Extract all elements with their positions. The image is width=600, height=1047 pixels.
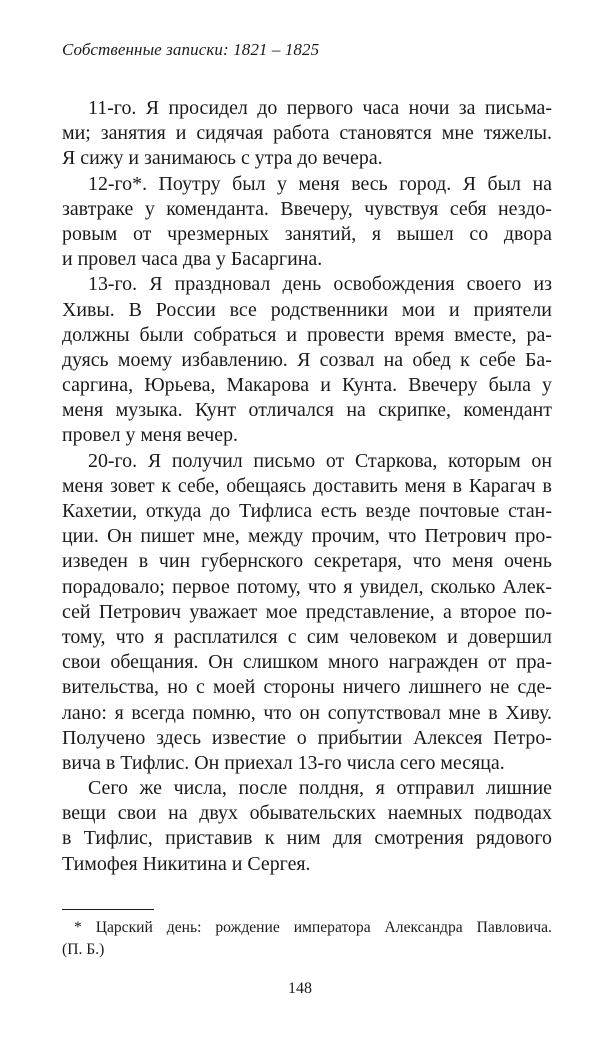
- word: довершил: [467, 625, 552, 648]
- word: увидел,: [359, 575, 424, 598]
- word: вещи: [62, 802, 107, 825]
- main-text: [62, 96, 552, 877]
- word: Юрьева,: [144, 374, 216, 397]
- word: до: [257, 97, 278, 119]
- word: моей: [213, 676, 256, 699]
- word: собраться: [193, 323, 277, 346]
- word: Получено: [62, 726, 146, 749]
- word: пра-: [515, 651, 552, 674]
- paragraph: [62, 172, 552, 273]
- word: Ба-: [525, 348, 552, 371]
- word: 13-го.: [88, 273, 138, 296]
- word: ции.: [62, 525, 99, 548]
- word: смотрения: [374, 827, 464, 850]
- word: мне: [441, 122, 474, 145]
- word: занятий,: [284, 222, 357, 245]
- word: праздновал: [174, 273, 271, 296]
- word: двух: [199, 802, 238, 825]
- word: я: [114, 701, 124, 724]
- word: не: [489, 676, 510, 699]
- word: что: [387, 525, 417, 548]
- word: родственники: [270, 298, 388, 321]
- word: на: [168, 802, 188, 825]
- word: Ввечеру: [408, 374, 478, 397]
- footnote-word: (П. Б.): [62, 941, 105, 958]
- text-line: [62, 146, 552, 171]
- word: вича в Тифлис. Он приехал 13-го числа сего месяца.: [62, 751, 505, 774]
- word: Я: [149, 273, 163, 296]
- word: двора: [503, 222, 552, 245]
- text-line: [62, 826, 552, 851]
- word: получил: [171, 449, 243, 472]
- word: и: [175, 122, 187, 145]
- word: но: [167, 676, 188, 699]
- word: известие: [211, 726, 286, 749]
- word: Кунт: [195, 399, 237, 422]
- word: сколько: [430, 575, 496, 598]
- word: и: [448, 298, 460, 321]
- text-line: [62, 121, 552, 146]
- word: награжден: [388, 651, 479, 674]
- word: и: [447, 625, 458, 648]
- word: после: [238, 777, 288, 800]
- word: Тимофея Никитина и Сергея.: [62, 852, 311, 875]
- word: стороны: [263, 676, 335, 699]
- word: Поутру: [158, 172, 221, 195]
- word: Кунта.: [341, 374, 398, 397]
- word: к: [460, 348, 470, 371]
- word: сде-: [517, 676, 552, 699]
- footnote-rule: [62, 909, 154, 910]
- word: работа: [273, 122, 330, 145]
- word: очень: [503, 550, 552, 573]
- footnote-word: день:: [166, 919, 202, 936]
- word: в: [488, 701, 498, 724]
- word: Я: [145, 97, 160, 119]
- word: Он: [208, 651, 234, 674]
- word: отличался: [248, 399, 334, 422]
- word: уважает: [189, 600, 258, 623]
- word: о: [296, 726, 307, 749]
- word: мое: [265, 600, 298, 623]
- word: ночи: [408, 97, 450, 119]
- word: меня: [62, 399, 104, 422]
- word: мне: [448, 701, 481, 724]
- word: от: [487, 651, 507, 674]
- text-line: [62, 852, 552, 877]
- word: Тифлис,: [83, 827, 153, 850]
- word: город.: [399, 172, 452, 195]
- word: Петрович: [424, 525, 507, 548]
- word: приставив: [165, 827, 253, 850]
- word: 12-го*.: [88, 172, 148, 195]
- text-line: [62, 675, 552, 700]
- word: прочим,: [311, 525, 380, 548]
- word: что: [307, 575, 337, 598]
- word: я: [371, 222, 382, 245]
- word: Кахетии,: [62, 500, 138, 522]
- text-line: [62, 726, 552, 751]
- text-line: [62, 323, 552, 348]
- text-line: [62, 348, 552, 373]
- word: лано:: [62, 701, 107, 724]
- word: первого: [286, 97, 354, 119]
- word: всегда: [131, 701, 185, 724]
- word: ми;: [62, 122, 91, 145]
- word: время: [394, 323, 445, 346]
- word: он: [299, 701, 321, 724]
- text-line: [62, 172, 552, 197]
- word: провести: [307, 323, 385, 346]
- word: представление,: [305, 600, 435, 623]
- word: Старкова,: [355, 449, 438, 472]
- word: обед: [412, 348, 451, 371]
- word: сей: [62, 600, 91, 623]
- word: числа,: [173, 777, 227, 800]
- word: между: [248, 525, 304, 548]
- word: свои: [117, 802, 157, 825]
- word: с: [195, 676, 205, 699]
- word: своего: [466, 273, 522, 296]
- word: комендант: [463, 399, 552, 422]
- text-line: [62, 197, 552, 222]
- text-line: [62, 625, 552, 650]
- text-line: [62, 247, 552, 272]
- word: и провел часа два у Басаргина.: [62, 248, 323, 271]
- word: почтовые: [419, 500, 500, 522]
- text-line: [62, 96, 552, 121]
- paragraph: [62, 96, 552, 172]
- word: был: [232, 172, 266, 195]
- text-line: [62, 499, 552, 524]
- footnote-word: *: [74, 919, 82, 936]
- word: чувствуя: [364, 197, 439, 220]
- word: зовет: [110, 474, 155, 497]
- word: Хиву.: [505, 701, 552, 724]
- paragraph: [62, 776, 552, 877]
- word: порадовало;: [62, 575, 165, 598]
- word: музыка.: [115, 399, 183, 422]
- text-line: [62, 524, 552, 549]
- text-line: [62, 449, 552, 474]
- word: обещаясь: [226, 474, 307, 497]
- word: себе: [479, 348, 516, 371]
- word: отправил: [396, 777, 475, 800]
- word: лишнего: [408, 676, 482, 699]
- word: коменданта.: [166, 197, 269, 220]
- word: обывательских: [249, 802, 377, 825]
- word: рядового: [475, 827, 552, 850]
- word: в: [138, 550, 149, 573]
- text-line: [62, 701, 552, 726]
- word: Карагач: [468, 474, 536, 497]
- word: ровым: [62, 222, 118, 245]
- word: что: [263, 701, 292, 724]
- word: губернского: [200, 550, 304, 573]
- word: Петро-: [493, 726, 552, 749]
- word: освобождения: [333, 273, 455, 296]
- word: на: [383, 348, 404, 371]
- word: сидячая: [196, 122, 264, 145]
- word: Алек-: [502, 575, 552, 598]
- footnote-word: Павловича.: [476, 919, 552, 936]
- footnote-word: Александра: [384, 919, 463, 936]
- word: завтраке: [62, 197, 134, 220]
- word: весь: [351, 172, 388, 195]
- word: провел у меня вечер.: [62, 424, 238, 447]
- word: письмо: [253, 449, 316, 472]
- text-line: [62, 272, 552, 297]
- text-line: [62, 298, 552, 323]
- word: моему: [117, 348, 173, 371]
- word: на: [346, 399, 366, 422]
- word: в: [62, 827, 72, 850]
- word: изведен: [62, 550, 128, 573]
- text-line: [62, 398, 552, 423]
- word: за: [458, 97, 476, 119]
- text-line: [62, 373, 552, 398]
- footnote-line: [62, 939, 552, 961]
- word: Петрович: [98, 600, 181, 623]
- word: был: [487, 172, 521, 195]
- word: Макарова: [226, 374, 310, 397]
- word: я: [343, 575, 353, 598]
- word: становятся: [339, 122, 432, 145]
- word: меня: [404, 474, 446, 497]
- text-line: [62, 474, 552, 499]
- word: ничего: [342, 676, 401, 699]
- word: 11-го.: [88, 97, 137, 119]
- word: у: [144, 197, 155, 220]
- word: и: [320, 374, 331, 397]
- word: к: [264, 827, 275, 850]
- word: до: [210, 500, 231, 522]
- word: Я: [147, 449, 162, 472]
- word: Я: [297, 348, 311, 371]
- word: человеком: [349, 625, 437, 648]
- word: В: [128, 298, 142, 321]
- word: от: [325, 449, 345, 472]
- text-line: [62, 801, 552, 826]
- word: должны: [62, 323, 130, 346]
- word: слишком: [242, 651, 319, 674]
- word: ра-: [526, 323, 552, 346]
- word: расплатился: [173, 625, 278, 648]
- word: Ввечеру,: [280, 197, 353, 220]
- word: просидел: [168, 97, 248, 119]
- word: что: [412, 550, 442, 573]
- word: занятия: [100, 122, 166, 145]
- word: чрезмерных: [167, 222, 270, 245]
- word: себя: [449, 197, 487, 220]
- word: 20-го.: [88, 449, 138, 472]
- word: Алексея: [413, 726, 483, 749]
- text-line: [62, 575, 552, 600]
- word: первое: [172, 575, 230, 598]
- word: чин: [158, 550, 191, 573]
- word: вышел: [396, 222, 454, 245]
- word: избавлению.: [181, 348, 288, 371]
- word: со: [469, 222, 489, 245]
- word: с: [287, 625, 297, 648]
- word: вместе,: [454, 323, 517, 346]
- word: приятели: [473, 298, 552, 321]
- word: ним: [286, 827, 321, 850]
- word: мои: [401, 298, 436, 321]
- word: пишет: [140, 525, 195, 548]
- word: все: [229, 298, 257, 321]
- word: в: [452, 474, 463, 497]
- word: свои: [62, 651, 101, 674]
- footnote: [62, 917, 552, 961]
- word: полдня,: [298, 777, 364, 800]
- footnote-word: рождение: [215, 919, 280, 936]
- word: здесь: [156, 726, 202, 749]
- footnote-line: [62, 917, 552, 939]
- word: из: [533, 273, 552, 296]
- word: меня: [451, 550, 494, 573]
- word: к: [161, 474, 171, 497]
- word: у: [542, 374, 552, 397]
- word: которым: [448, 449, 521, 472]
- paragraph: [62, 272, 552, 448]
- word: везде: [365, 500, 411, 522]
- text-line: [62, 650, 552, 675]
- word: письма-: [484, 97, 552, 119]
- word: меня: [62, 474, 104, 497]
- word: потому,: [236, 575, 301, 598]
- word: были: [139, 323, 184, 346]
- text-line: [62, 549, 552, 574]
- word: день: [282, 273, 322, 296]
- word: что: [115, 625, 145, 648]
- text-line: [62, 751, 552, 776]
- word: была: [488, 374, 531, 397]
- word: а: [442, 600, 452, 623]
- word: я: [375, 777, 385, 800]
- word: мне,: [202, 525, 240, 548]
- word: подводах: [474, 802, 552, 825]
- word: сопутствовал: [327, 701, 441, 724]
- word: и: [286, 323, 298, 346]
- word: скрипке,: [378, 399, 451, 422]
- word: для: [332, 827, 363, 850]
- word: есть: [320, 500, 357, 522]
- word: обещания.: [110, 651, 199, 674]
- page-number: 148: [288, 980, 312, 997]
- word: помню,: [192, 701, 256, 724]
- word: России: [155, 298, 216, 321]
- word: себе,: [177, 474, 220, 497]
- word: лишние: [485, 777, 552, 800]
- word: второе: [460, 600, 517, 623]
- word: откуда: [145, 500, 202, 522]
- word: про-: [514, 525, 552, 548]
- word: он: [531, 449, 552, 472]
- word: вительства,: [62, 676, 160, 699]
- text-line: [62, 600, 552, 625]
- word: дуясь: [62, 348, 109, 371]
- word: часа: [362, 97, 400, 119]
- word: наемных: [387, 802, 463, 825]
- word: Он: [107, 525, 133, 548]
- word: Сего: [88, 777, 128, 800]
- word: тому,: [62, 625, 106, 648]
- word: доставить: [312, 474, 398, 497]
- word: Тифлиса: [238, 500, 313, 522]
- word: саргина,: [62, 374, 134, 397]
- running-header: Собственные записки: 1821 – 1825: [62, 40, 320, 59]
- word: я: [154, 625, 164, 648]
- word: Я сижу и занимаюсь с утра до вечера.: [62, 147, 383, 170]
- word: меня: [298, 172, 340, 195]
- word: много: [328, 651, 379, 674]
- word: на: [532, 172, 552, 195]
- word: нездо-: [498, 197, 552, 220]
- text-line: [62, 776, 552, 801]
- word: Хивы.: [62, 298, 115, 321]
- word: у: [277, 172, 287, 195]
- word: секретаря,: [313, 550, 403, 573]
- text-line: [62, 423, 552, 448]
- text-line: [62, 222, 552, 247]
- word: же: [139, 777, 162, 800]
- footnote-word: Царский: [95, 919, 153, 936]
- word: в: [542, 474, 552, 497]
- word: созвал: [319, 348, 375, 371]
- footnote-word: императора: [293, 919, 371, 936]
- word: тяжелы.: [483, 122, 552, 145]
- word: прибытии: [317, 726, 403, 749]
- word: стан-: [508, 500, 552, 522]
- word: Я: [462, 172, 477, 195]
- word: сим: [306, 625, 339, 648]
- word: от: [132, 222, 152, 245]
- word: по-: [524, 600, 552, 623]
- paragraph: [62, 449, 552, 776]
